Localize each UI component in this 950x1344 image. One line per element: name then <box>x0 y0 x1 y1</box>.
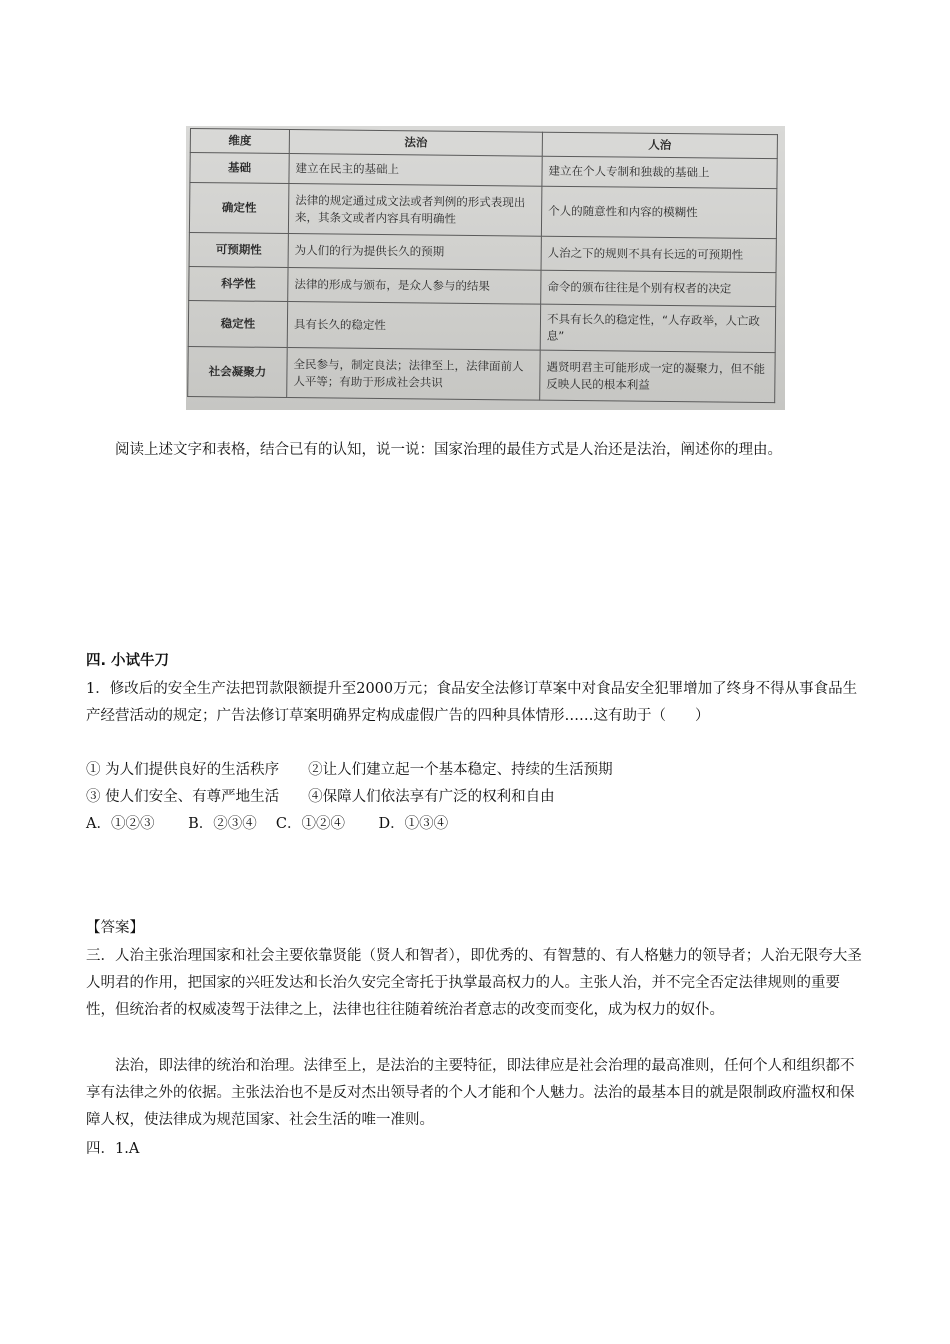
question-statements-2: ③ 使人们安全、有尊严地生活 ④保障人们依法享有广泛的权利和自由 <box>86 789 555 805</box>
table-row <box>189 183 776 239</box>
row-fazhi: 建立在民主的基础上 <box>289 154 542 187</box>
header-fazhi: 法治 <box>289 130 542 157</box>
table-row <box>188 300 775 352</box>
row-dimension: 可预期性 <box>189 232 288 267</box>
row-renzhi: 个人的随意性和内容的模糊性 <box>541 186 777 238</box>
row-fazhi: 为人们的行为提供长久的预期 <box>288 234 541 271</box>
row-fazhi: 具有长久的稳定性 <box>287 302 540 351</box>
comparison-table <box>187 128 778 403</box>
answer-paragraph-2: 法治，即法律的统治和治理。法律至上，是法治的主要特征，即法律应是社会治理的最高准则，任何个人和组织都不享有法律之外的依据。主张法治也不是反对杰出领导者的个人才能和个人魅力。法治的最基本目的就是限制政府滥权和保障人权，使法律成为规范国家、社会生活的唯一准则。 <box>86 1058 855 1128</box>
answer-paragraph-1: 三．人治主张治理国家和社会主要依靠贤能（贤人和智者），即优秀的、有智慧的、有人格魅力的领导者；人治无限夸大圣人明君的作用，把国家的兴旺发达和长治久安完全寄托于执掌最高权力的人。主张人治，并不完全否定法律规则的重要性，但统治者的权威凌驾于法律之上，法律也往往随着统治者意志的改变而变化，成为权力的奴仆。 <box>86 948 862 1018</box>
row-dimension: 基础 <box>190 153 289 184</box>
question-stem: 1．修改后的安全生产法把罚款限额提升至2000万元；食品安全法修订草案中对食品安全犯罪增加了终身不得从事食品生产经营活动的规定；广告法修订草案明确界定构成虚假广告的四种具体情形……这有助于（ ） <box>86 681 858 724</box>
row-fazhi: 法律的形成与颁布，是众人参与的结果 <box>288 268 541 305</box>
question-options: A．①②③ B．②③④ C．①②④ D．①③④ <box>86 816 449 832</box>
table-row <box>188 346 775 402</box>
header-dimension: 维度 <box>190 129 289 154</box>
row-renzhi: 不具有长久的稳定性，“人存政举，人亡政息” <box>540 304 775 352</box>
row-fazhi: 全民参与，制定良法；法律至上，法律面前人人平等；有助于形成社会共识 <box>287 348 541 401</box>
row-dimension: 稳定性 <box>188 300 287 347</box>
row-dimension: 科学性 <box>189 266 288 301</box>
reading-prompt: 阅读上述文字和表格，结合已有的认知，说一说：国家治理的最佳方式是人治还是法治，阐述你的理由。 <box>115 442 782 458</box>
header-renzhi: 人治 <box>542 132 777 158</box>
row-renzhi: 建立在个人专制和独裁的基础上 <box>542 156 777 188</box>
row-renzhi: 人治之下的规则不具有长远的可预期性 <box>541 236 776 272</box>
row-dimension: 确定性 <box>189 183 289 234</box>
answer-title: 【答案】 <box>86 920 144 936</box>
row-renzhi: 遇贤明君主可能形成一定的凝聚力，但不能反映人民的根本利益 <box>540 350 776 402</box>
row-renzhi: 命令的颁布往往是个别有权者的决定 <box>541 270 776 306</box>
row-fazhi: 法律的规定通过成文法或者判例的形式表现出来，其条文或者内容具有明确性 <box>288 184 542 237</box>
section-title: 四. 小试牛刀 <box>86 653 170 669</box>
question-statements-1: ① 为人们提供良好的生活秩序 ②让人们建立起一个基本稳定、持续的生活预期 <box>86 762 613 778</box>
answer-paragraph-3: 四．1.A <box>86 1141 140 1157</box>
row-dimension: 社会凝聚力 <box>188 346 288 397</box>
table-photo <box>186 126 785 410</box>
